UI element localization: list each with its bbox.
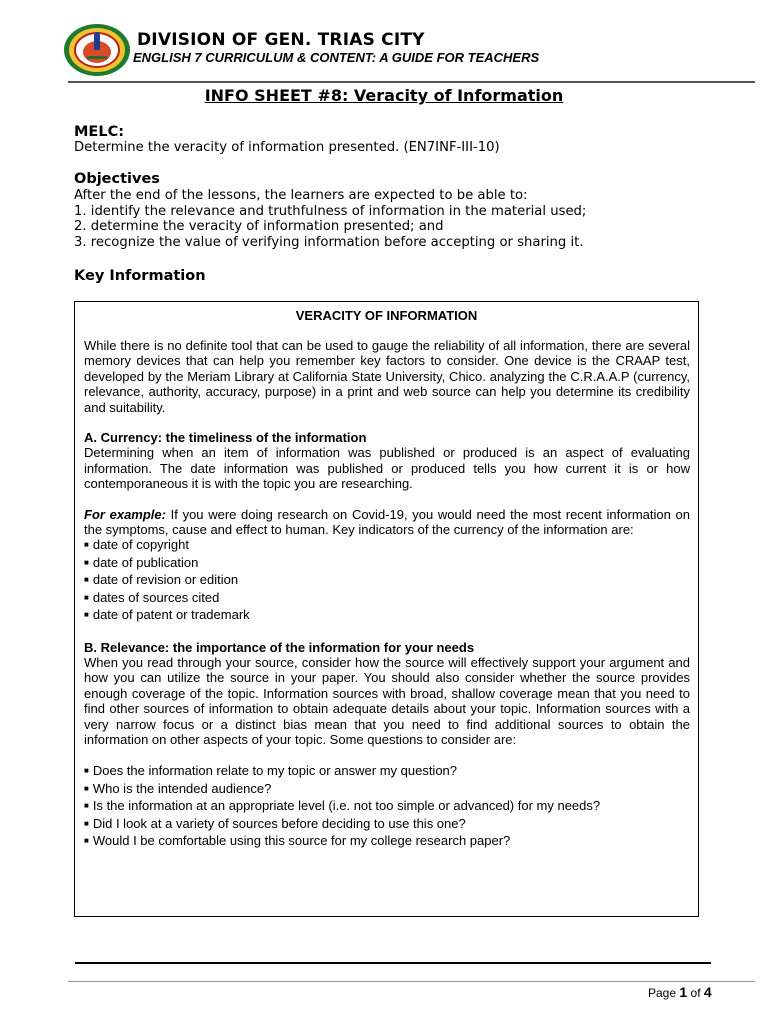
list-item: ■ date of copyright [84, 537, 189, 553]
list-item: ■ date of publication [84, 554, 199, 570]
relevance-paragraph: When you read through your source, consider how the source will effectively support your argument and how you can utilize the source in your paper. You should also consider whether the source provides enough coverage of the topic. Information sources with broad, shallow coverage mean that you need to find other sources of information to obtain adequate details about your topic. Information sources with a very narrow focus or a distinct bias mean that you need to find additional sources to obtain the information on other aspects of your topic. Some questions to consider are: [84, 654, 690, 747]
division-title: DIVISION OF GEN. TRIAS CITY [137, 30, 425, 50]
veracity-info-box [74, 301, 699, 917]
list-item: ■ dates of sources cited [84, 589, 220, 605]
melc-text: Determine the veracity of information presented. (EN7INF-III-10) [74, 140, 500, 155]
example-text: If you were doing research on Covid-19, you would need the most recent information on the symptoms, cause and effect to human. Key indicators of the currency of the information are: [84, 506, 690, 538]
key-information-heading: Key Information [74, 268, 206, 284]
currency-paragraph: Determining when an item of information was published or produced is an aspect of evaluating information. The date information was published or produced tells you how current it is or how contemporaneous it is with the topic you are researching. [84, 445, 690, 492]
header-divider [68, 81, 755, 83]
objective-item: 3. recognize the value of verifying information before accepting or sharing it. [74, 235, 584, 250]
list-item: ■ date of revision or edition [84, 572, 239, 588]
sheet-title: INFO SHEET #8: Veracity of Information [204, 86, 564, 105]
relevance-questions-list [84, 763, 690, 850]
intro-paragraph: While there is no definite tool that can be used to gauge the reliability of all information, there are several memory devices that can help you remember key factors to consider. One device is the CRAAP test, developed by the Meriam Library at California State University, Chico. analyzing the C.R.A.A.P (currency, relevance, authority, accuracy, purpose) in a print and web source can help you determine its credibility and suitability. [84, 338, 690, 415]
list-item: ■ Is the information at an appropriate level (i.e. not too simple or advanced) for my needs? [84, 798, 601, 814]
list-item: ■ Who is the intended audience? [84, 780, 272, 796]
currency-heading: A. Currency: the timeliness of the information [84, 430, 367, 446]
currency-indicators-list [84, 537, 690, 624]
box-body [84, 338, 690, 850]
division-seal-icon [62, 22, 132, 78]
box-title: VERACITY OF INFORMATION [295, 308, 478, 323]
footer-thin-divider [68, 981, 755, 982]
list-item: ■ Did I look at a variety of sources before deciding to use this one? [84, 815, 466, 831]
objectives-heading: Objectives [74, 171, 160, 187]
footer-divider [75, 962, 711, 964]
list-item: ■ Does the information relate to my topic or answer my question? [84, 763, 458, 779]
melc-heading: MELC: [74, 124, 125, 140]
relevance-heading: B. Relevance: the importance of the information for your needs [84, 639, 475, 655]
list-item: ■ date of patent or trademark [84, 607, 250, 623]
objective-item: 2. determine the veracity of information presented; and [74, 219, 444, 234]
curriculum-subtitle: ENGLISH 7 CURRICULUM & CONTENT: A GUIDE FOR TEACHERS [133, 50, 540, 65]
example-paragraph [84, 507, 690, 538]
objectives-intro: After the end of the lessons, the learners are expected to be able to: [74, 188, 528, 203]
objective-item: 1. identify the relevance and truthfulness of information in the material used; [74, 204, 587, 219]
list-item: ■ Would I be comfortable using this source for my college research paper? [84, 832, 511, 848]
page-number: Page 1 of 4 [648, 984, 712, 1000]
example-label: For example: [84, 506, 166, 522]
